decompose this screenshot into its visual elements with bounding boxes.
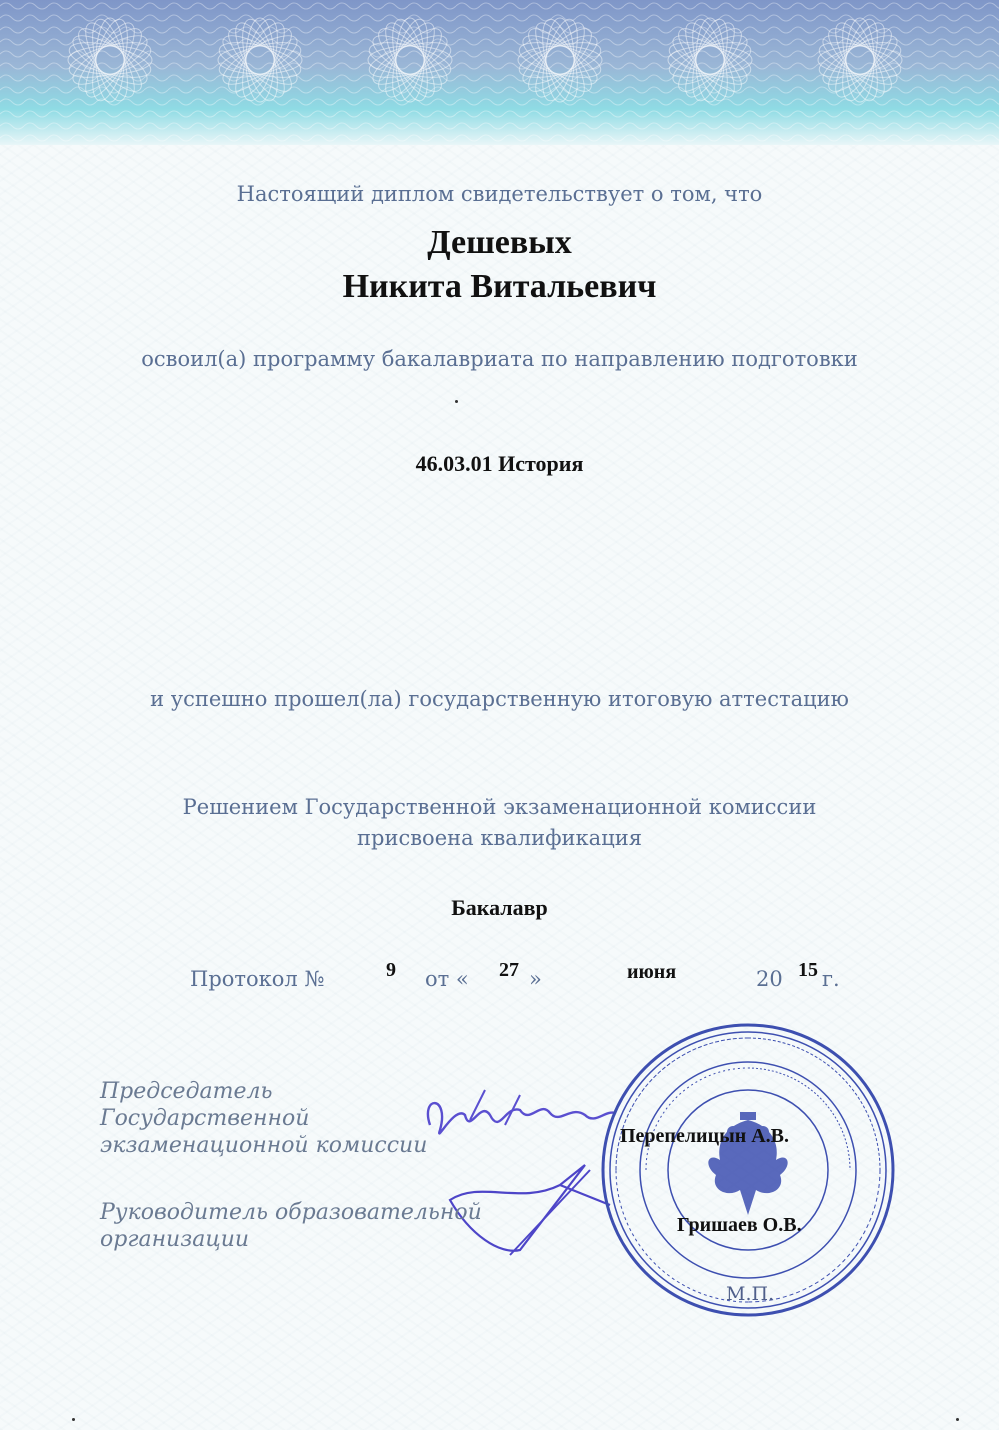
protocol-day: 27 (499, 959, 519, 981)
head-label-line-1: Руководитель образовательной (100, 1200, 482, 1225)
corner-dot-left (72, 1418, 75, 1421)
decorative-guilloche-band (0, 0, 999, 145)
protocol-label: Протокол № (190, 967, 325, 991)
corner-dot-right (956, 1418, 959, 1421)
chairman-label-line-2: Государственной (100, 1106, 310, 1131)
stray-dot (455, 400, 458, 403)
protocol-number: 9 (386, 959, 396, 981)
chairman-name: Перепелицын А.В. (620, 1125, 790, 1147)
protocol-day-close: » (529, 967, 542, 991)
qualification-value: Бакалавр (451, 895, 548, 920)
protocol-year-unit: г. (822, 967, 840, 991)
chairman-label-line-3: экзаменационной комиссии (100, 1133, 428, 1158)
program-code-title: 46.03.01 История (415, 451, 584, 476)
attestation-text: и успешно прошел(ла) государственную итоговую аттестацию (150, 687, 849, 711)
intro-text: Настоящий диплом свидетельствует о том, что (236, 182, 763, 206)
decision-line-1: Решением Государственной экзаменационной комиссии (182, 795, 817, 819)
chairman-label (100, 1078, 427, 1159)
protocol-year-prefix: 20 (756, 967, 783, 991)
seal-place-mark: М.П. (726, 1283, 775, 1305)
head-label (100, 1199, 482, 1253)
decision-line-2: присвоена квалификация (357, 826, 642, 850)
graduate-surname: Дешевых (427, 224, 572, 261)
head-label-line-2: организации (100, 1227, 250, 1252)
protocol-year-suffix: 15 (798, 959, 818, 981)
protocol-from-label: от « (425, 967, 469, 991)
protocol-month: июня (627, 961, 677, 983)
official-seal-stamp (598, 1020, 898, 1320)
graduate-given-names: Никита Витальевич (342, 268, 657, 305)
program-intro-text: освоил(а) программу бакалавриата по направлению подготовки (141, 347, 858, 371)
head-name: Гришаев О.В. (677, 1214, 802, 1236)
chairman-label-line-1: Председатель (100, 1079, 273, 1104)
